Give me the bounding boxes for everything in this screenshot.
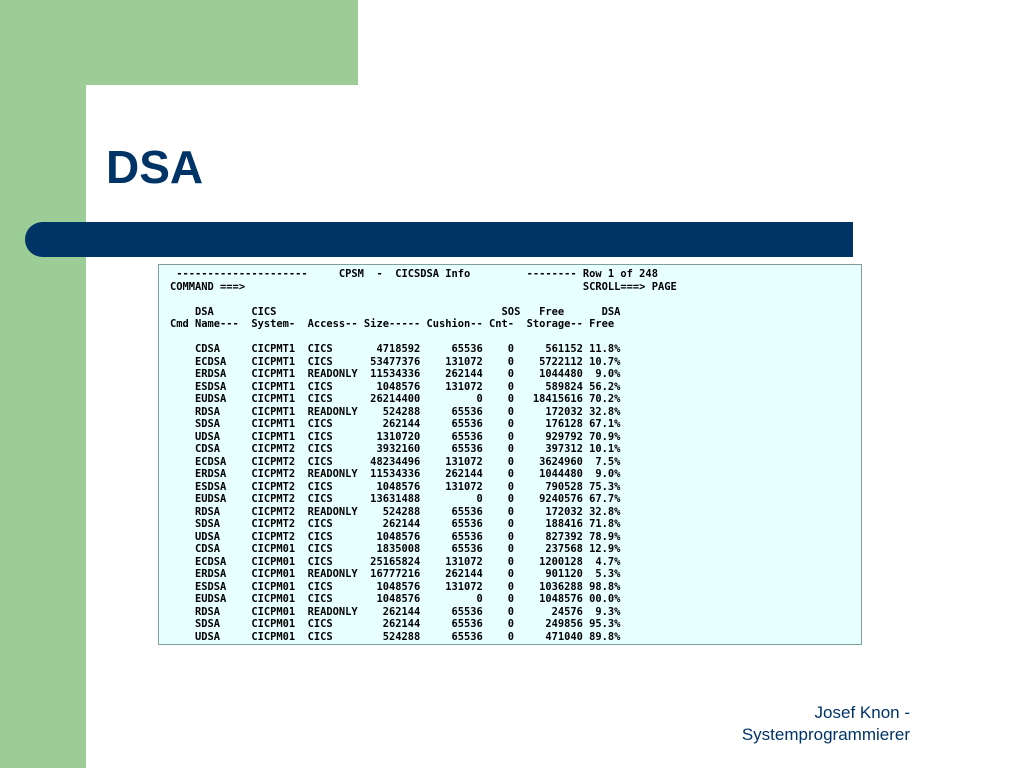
terminal-column-header-1: DSA CICS SOS Free DSA — [170, 305, 621, 318]
table-row: ESDSA CICPMT2 CICS 1048576 131072 0 790528 75.3% — [170, 480, 621, 493]
terminal-rows — [170, 343, 620, 643]
table-row: ERDSA CICPMT2 READONLY 11534336 262144 0 1044480 9.0% — [170, 468, 621, 480]
terminal-text — [170, 268, 677, 643]
table-row: SDSA CICPM01 CICS 262144 65536 0 249856 95.3% — [170, 618, 621, 630]
table-row: SDSA CICPMT1 CICS 262144 65536 0 176128 67.1% — [170, 418, 621, 430]
footer-author: Josef Knon - — [814, 703, 910, 722]
footer-role: Systemprogrammierer — [741, 725, 910, 744]
table-row: SDSA CICPMT2 CICS 262144 65536 0 188416 71.8% — [170, 518, 621, 530]
table-row: ECDSA CICPMT1 CICS 53477376 131072 0 5722112 10.7% — [170, 355, 621, 368]
table-row: RDSA CICPMT2 READONLY 524288 65536 0 172032 32.8% — [170, 505, 621, 518]
table-row: RDSA CICPMT1 READONLY 524288 65536 0 172032 32.8% — [170, 405, 621, 418]
table-row: EUDSA CICPMT2 CICS 13631488 0 0 9240576 67.7% — [170, 493, 621, 505]
decorative-green-band-left — [0, 0, 86, 768]
table-row: ESDSA CICPMT1 CICS 1048576 131072 0 589824 56.2% — [170, 380, 621, 393]
table-row: ECDSA CICPMT2 CICS 48234496 131072 0 3624960 7.5% — [170, 455, 621, 468]
table-row: UDSA CICPMT2 CICS 1048576 65536 0 827392 78.9% — [170, 530, 621, 543]
table-row: ESDSA CICPM01 CICS 1048576 131072 0 1036288 98.8% — [170, 580, 621, 593]
table-row: CDSA CICPM01 CICS 1835008 65536 0 237568 12.9% — [170, 543, 621, 555]
decorative-title-bar — [25, 222, 853, 257]
terminal-screenshot — [158, 264, 862, 645]
table-row: ECDSA CICPM01 CICS 25165824 131072 0 1200128 4.7% — [170, 555, 621, 568]
slide-title: DSA — [106, 141, 204, 193]
table-row: UDSA CICPM01 CICS 524288 65536 0 471040 89.8% — [170, 630, 621, 643]
terminal-column-header-2: Cmd Name--- System- Access-- Size----- Cushion-- Cnt- Storage-- Free — [170, 318, 615, 330]
table-row: RDSA CICPM01 READONLY 262144 65536 0 24576 9.3% — [170, 605, 621, 618]
table-row: ERDSA CICPMT1 READONLY 11534336 262144 0 1044480 9.0% — [170, 368, 621, 380]
table-row: CDSA CICPMT2 CICS 3932160 65536 0 397312 10.1% — [170, 443, 621, 455]
terminal-header-line: --------------------- CPSM - CICSDSA Info -------- Row 1 of 248 — [170, 268, 658, 280]
table-row: UDSA CICPMT1 CICS 1310720 65536 0 929792 70.9% — [170, 430, 621, 443]
table-row: CDSA CICPMT1 CICS 4718592 65536 0 561152 11.8% — [170, 343, 621, 355]
table-row: EUDSA CICPM01 CICS 1048576 0 0 1048576 00.0% — [170, 593, 621, 605]
table-row: EUDSA CICPMT1 CICS 26214400 0 0 18415616 70.2% — [170, 393, 621, 405]
terminal-command-line: COMMAND ===> SCROLL===> PAGE — [170, 280, 677, 293]
table-row: ERDSA CICPM01 READONLY 16777216 262144 0 901120 5.3% — [170, 568, 621, 580]
slide-footer — [742, 702, 910, 746]
